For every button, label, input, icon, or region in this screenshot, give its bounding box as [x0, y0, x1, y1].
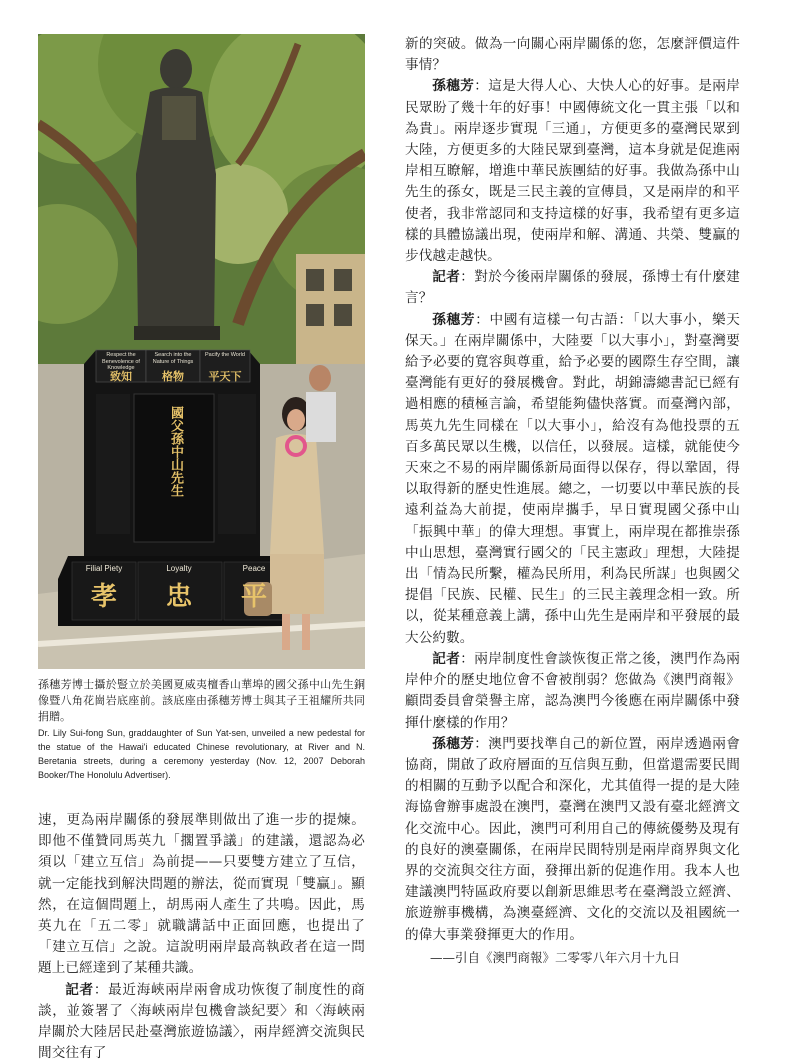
- speaker-label: 孫穗芳: [432, 311, 476, 328]
- base-labels: [72, 564, 286, 573]
- plaque-heading-1: Respect the Benevolence of Knowledge: [102, 352, 140, 371]
- plaque-char-2: 格物: [162, 370, 184, 383]
- base-char-filial-piety: 孝: [90, 582, 117, 612]
- plaque-char-1: 致知: [110, 370, 132, 383]
- base-label-loyalty: Loyalty: [166, 564, 192, 573]
- plaque-heading-2: Search into the Nature of Things: [152, 352, 194, 365]
- paragraph-text: ：這是大得人心、大快人心的好事。是兩岸民眾盼了幾十年的好事！中國傳統文化一貫主張「以和為貴」。兩岸逐步實現「三通」，方便更多的臺灣民眾到大陸，方便更多的大陸民眾到臺灣，這本身就是促進兩岸相互瞭解，增進中華民族團結的好事。我做為孫中山先生的孫女，既是三民主義的宣傳員，又是兩岸的和平使者，我非常認同和支持這樣的好事，我希望有更多這樣的具體協議出現，使兩岸和解、溝通、共榮、雙贏的步伐越走越快。: [405, 78, 740, 265]
- right-paragraph-5: [405, 734, 740, 946]
- paragraph-text: ：澳門要找準自己的新位置，兩岸透過兩會協商，開啟了政府層面的互信與互動，但當還需要民間的相關的互動予以配合和深化，尤其值得一提的是大陸海協會辦事處設在澳門，臺灣在澳門又設有臺北經濟文化交流中心。因此，澳門可利用自己的傳統優勢及現有的良好的澳臺關係，在兩岸民間特別是兩岸商界與文化界的交流與交往方面，發揮出新的促進作用。我本人也建議澳門特區政府要以創新思維思考在臺灣設立經濟、旅遊辦事機構，為澳臺經濟、文化的交流以及祖國統一的偉大事業發揮更大的作用。: [405, 735, 740, 943]
- paragraph-text: ：最近海峽兩岸兩會成功恢復了制度性的商談，並簽署了〈海峽兩岸包機會談紀要〉和〈海峽兩岸關於大陸居民赴臺灣旅遊協議〉，兩岸經濟交流與民間交往有了: [38, 981, 366, 1062]
- statue-photo: [38, 34, 365, 669]
- photo-caption-english: Dr. Lily Sui-fong Sun, graddaughter of Sun Yat-sen, unveiled a new pedestal for the statue of the Hawai'i educated Chinese revolutionary, at River and N. Beretania streets, during a ceremony yesterday (Nov. 12, 2007 Deborah Booker/The Honolulu Advertiser).: [38, 728, 365, 780]
- base-label-peace: Peace: [242, 564, 266, 573]
- paragraph-text: ：中國有這樣一句古語：「以大事小，樂天保天。」在兩岸關係中，大陸要「以大事小」，對臺灣要給予必要的寬容與尊重，給予必要的國際生存空間，讓臺灣能有更好的發展機會。對此，胡錦濤總書記已經有過相應的積極言論，希望能夠儘快落實。而臺灣內部，馬英九先生同樣在「以大事小」，給沒有為他投票的五百多萬民眾以生機，以信任，以發展。這樣，就能使今天來之不易的兩岸關係新局面得以保存，得以鞏固，得以取得新的歷史性進展。總之，一切要以中華民族的長遠利益為大前提，使兩岸攜手，早日實現國父孫中山「振興中華」的偉大理想。事實上，兩岸現在都推崇孫中山思想，臺灣實行國父的「民主憲政」理想，大陸提出「情為民所繫，權為民所用，利為民所謀」也與國父提倡「民族、民權、民生」的三民主義理念相一致。所以，從某種意義上講，孫中山先生是兩岸和平發展的最大公約數。: [405, 311, 740, 646]
- base-label-filial-piety: Filial Piety: [85, 564, 123, 573]
- pedestal-center-title: 國父孫中山先生: [168, 406, 183, 497]
- base-char-loyalty: 忠: [165, 582, 192, 612]
- right-paragraph-2: [405, 267, 740, 309]
- paragraph-text: ：對於今後兩岸關係的發展，孫博士有什麼建言？: [405, 269, 740, 307]
- paragraph-text: ：兩岸制度性會談恢復正常之後，澳門作為兩岸仲介的歷史地位會不會被削弱？您做為《澳門商報》顧問委員會榮譽主席，認為澳門今後應在兩岸關係中發揮什麼樣的作用？: [405, 650, 740, 731]
- right-paragraph-0: 新的突破。做為一向關心兩岸關係的您，怎麼評價這件事情？: [405, 36, 740, 74]
- left-paragraph-2: [38, 980, 365, 1064]
- right-paragraph-3: [405, 310, 740, 649]
- photo-caption-chinese: 孫穗芳博士攝於豎立於美國夏威夷檀香山華埠的國父孫中山先生銅像暨八角花崗岩底座前。該底座由孫穗芳博士與其子王祖耀所共同捐贈。: [38, 678, 365, 723]
- speaker-label: 記者: [432, 650, 461, 667]
- left-column: [38, 34, 365, 1064]
- base-char-peace: 平: [240, 582, 267, 612]
- speaker-label: 記者: [432, 269, 461, 286]
- speaker-label: 孫穗芳: [432, 735, 475, 752]
- base-chars: [72, 582, 286, 612]
- left-paragraph-1: 速，更為兩岸關係的發展準則做出了進一步的提煉。即他不僅贊同馬英九「擱置爭議」的建議，還認為必須以「建立互信」為前提——只要雙方建立了互信，就一定能找到解決問題的辦法，從而實現「雙贏」。顯然，在這個問題上，胡馬兩人產生了共鳴。因此，馬英九在「五二零」就職講話中正面回應，也提出了「建立互信」之說。這說明兩岸最高執政者在這一問題上已經達到了某種共識。: [38, 812, 365, 977]
- plaque-chars: [96, 368, 250, 384]
- plaque-heading-3: Pacify the World: [205, 352, 245, 358]
- source-citation: ——引自《澳門商報》二零零八年六月十九日: [430, 949, 681, 965]
- speaker-label: 孫穗芳: [432, 78, 475, 95]
- speaker-label: 記者: [65, 981, 94, 998]
- left-body-text: [38, 810, 365, 1064]
- right-paragraph-1: [405, 76, 740, 267]
- right-column: [405, 34, 740, 968]
- plaque-char-3: 平天下: [208, 370, 242, 383]
- right-paragraph-4: [405, 649, 740, 734]
